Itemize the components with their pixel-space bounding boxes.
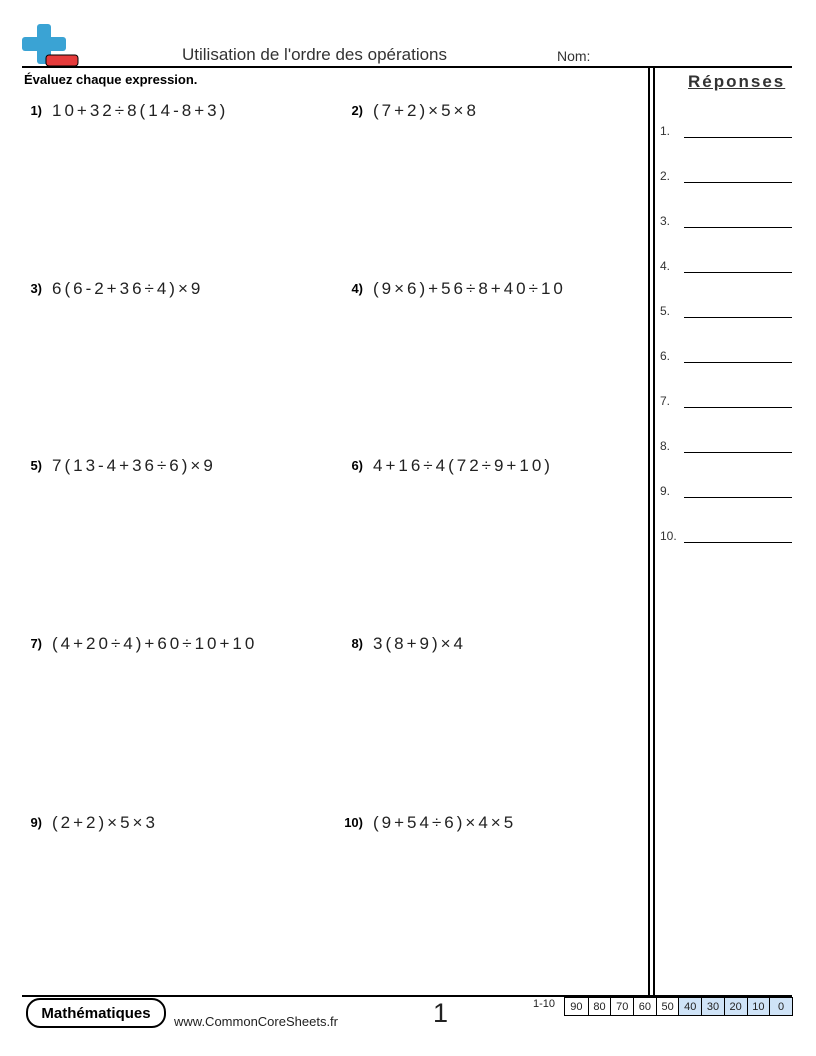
answer-line[interactable]	[684, 407, 792, 408]
answer-number: 2.	[660, 169, 671, 183]
score-cell: 50	[656, 998, 679, 1015]
problem-number: 2)	[351, 103, 363, 118]
problem-2	[351, 101, 479, 125]
problem-expression: 7(13-4+36÷6)×9	[52, 456, 216, 475]
answer-slot[interactable]	[660, 169, 792, 185]
score-cell: 60	[633, 998, 656, 1015]
answers-title: Réponses	[688, 72, 786, 91]
answer-slot[interactable]	[660, 304, 792, 320]
answer-number: 3.	[660, 214, 671, 228]
problem-expression: 10+32÷8(14-8+3)	[52, 101, 229, 120]
problem-7	[30, 634, 258, 658]
score-cell: 0	[769, 998, 792, 1015]
score-cell: 40	[678, 998, 701, 1015]
answer-slot[interactable]	[660, 349, 792, 365]
problem-6	[351, 456, 553, 480]
answer-slot[interactable]	[660, 484, 792, 500]
problem-3	[30, 279, 204, 303]
problem-number: 10)	[344, 815, 363, 830]
problem-9	[30, 813, 158, 837]
problem-expression: (4+20÷4)+60÷10+10	[52, 634, 258, 653]
problem-number: 1)	[30, 103, 42, 118]
page-number: 1	[433, 998, 449, 1028]
answer-line[interactable]	[684, 137, 792, 138]
problem-expression: (7+2)×5×8	[373, 101, 479, 120]
problem-number: 8)	[351, 636, 363, 651]
problem-expression: 6(6-2+36÷4)×9	[52, 279, 204, 298]
problem-expression: (9+54÷6)×4×5	[373, 813, 517, 832]
answer-number: 1.	[660, 124, 671, 138]
answer-number: 9.	[660, 484, 671, 498]
answer-number: 7.	[660, 394, 671, 408]
score-range-label: 1-10	[533, 998, 556, 1010]
problem-number: 5)	[30, 458, 42, 473]
problem-number: 4)	[351, 281, 363, 296]
answer-slot[interactable]	[660, 259, 792, 275]
answer-number: 6.	[660, 349, 671, 363]
worksheet-title: Utilisation de l'ordre des opérations	[182, 45, 448, 64]
answer-column-divider-inner	[653, 67, 655, 996]
problem-4	[351, 279, 566, 303]
answer-column-divider	[648, 67, 650, 996]
problem-expression: (9×6)+56÷8+40÷10	[373, 279, 566, 298]
header-divider	[22, 66, 792, 68]
problem-1	[30, 101, 229, 125]
instructions: Évaluez chaque expression.	[24, 72, 198, 87]
score-cell: 70	[610, 998, 633, 1015]
problem-number: 3)	[30, 281, 42, 296]
score-table	[564, 997, 793, 1016]
problem-5	[30, 456, 216, 480]
score-cell: 20	[724, 998, 747, 1015]
score-cell: 80	[588, 998, 611, 1015]
site-url[interactable]: www.CommonCoreSheets.fr	[174, 1014, 338, 1029]
score-cell: 90	[570, 1000, 583, 1013]
answer-line[interactable]	[684, 317, 792, 318]
answer-number: 5.	[660, 304, 671, 318]
answer-line[interactable]	[684, 497, 792, 498]
problem-expression: (2+2)×5×3	[52, 813, 158, 832]
answer-line[interactable]	[684, 542, 792, 543]
answer-number: 4.	[660, 259, 671, 273]
problem-number: 6)	[351, 458, 363, 473]
problem-number: 7)	[30, 636, 42, 651]
answer-slot[interactable]	[660, 529, 792, 545]
problem-10	[344, 813, 517, 837]
answer-slot[interactable]	[660, 439, 792, 455]
problem-expression: 4+16÷4(72÷9+10)	[373, 456, 553, 475]
problem-number: 9)	[30, 815, 42, 830]
answer-slot[interactable]	[660, 124, 792, 140]
answer-line[interactable]	[684, 272, 792, 273]
answer-line[interactable]	[684, 182, 792, 183]
answer-number: 8.	[660, 439, 671, 453]
answer-slot[interactable]	[660, 394, 792, 410]
problem-expression: 3(8+9)×4	[373, 634, 466, 653]
answer-slot[interactable]	[660, 214, 792, 230]
score-cell: 10	[747, 998, 770, 1015]
problem-8	[351, 634, 466, 658]
answer-line[interactable]	[684, 227, 792, 228]
subject-badge: Mathématiques	[26, 998, 166, 1028]
answer-number: 10.	[660, 529, 677, 543]
answer-line[interactable]	[684, 452, 792, 453]
name-label: Nom:	[557, 48, 591, 64]
answer-line[interactable]	[684, 362, 792, 363]
score-cell: 30	[701, 998, 724, 1015]
plus-minus-logo-icon	[22, 24, 80, 68]
